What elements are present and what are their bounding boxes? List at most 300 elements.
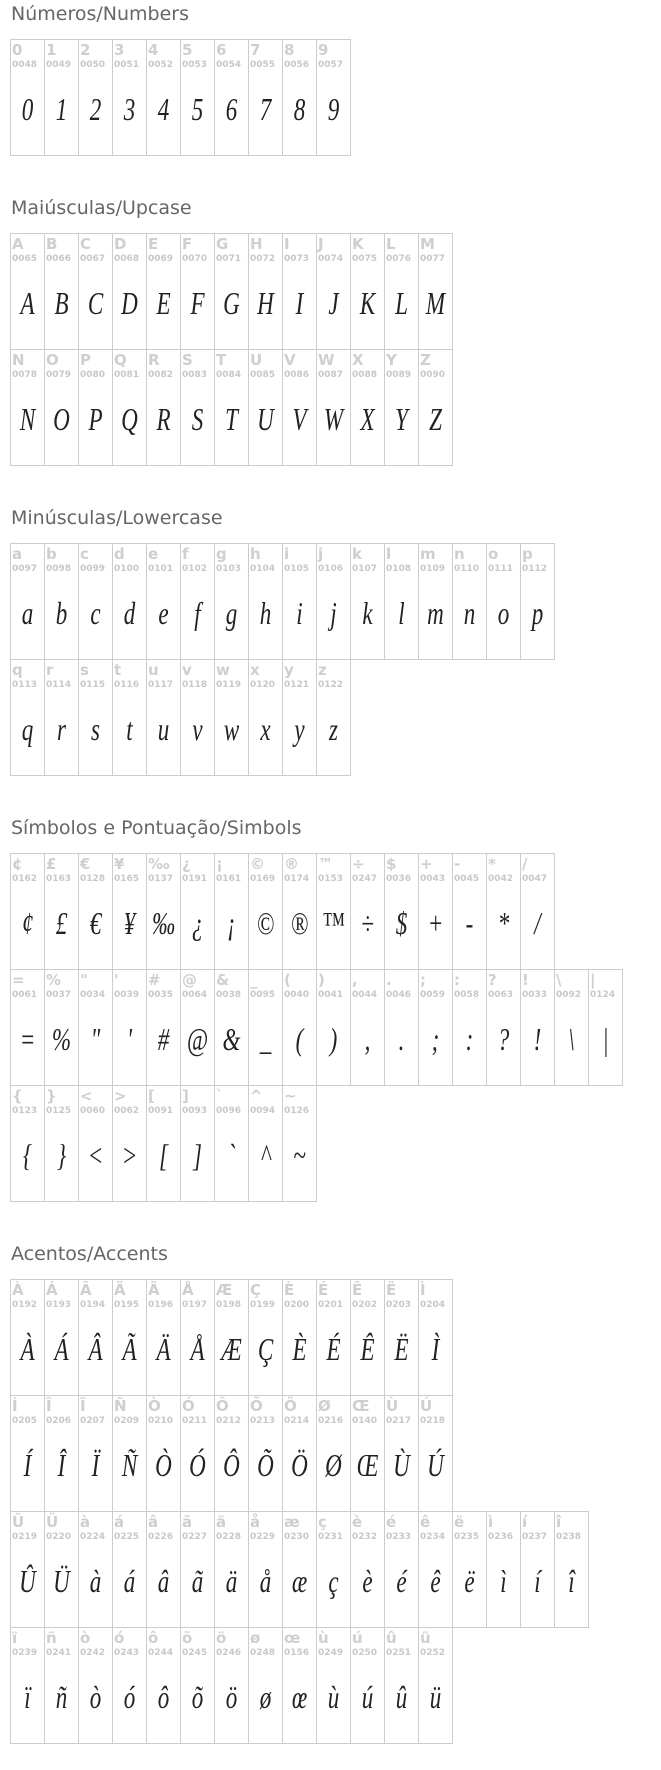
- glyph-character-label: f: [182, 545, 189, 563]
- glyph-preview: d: [123, 595, 136, 631]
- glyph-code: 0080: [80, 370, 106, 380]
- glyph-code: 0088: [352, 370, 378, 380]
- glyph-code: 0126: [284, 1106, 310, 1116]
- glyph-character-label: Ò: [148, 1397, 161, 1415]
- glyph-code: 0192: [12, 1300, 38, 1310]
- glyph-preview: k: [362, 595, 373, 631]
- glyph-cell: [10, 1085, 45, 1202]
- glyph-preview: Ì: [431, 1331, 440, 1367]
- glyph-character-label: s: [80, 661, 89, 679]
- glyph-character-label: ¡: [216, 855, 223, 873]
- glyph-preview: À: [20, 1331, 35, 1367]
- glyph-preview: e: [158, 595, 169, 631]
- glyph-code: 0202: [352, 1300, 378, 1310]
- glyph-cell: [214, 853, 249, 970]
- glyph-preview: @: [186, 1021, 209, 1057]
- glyph-code: 0102: [182, 564, 208, 574]
- glyph-character-label: e: [148, 545, 159, 563]
- glyph-preview: ^: [260, 1137, 271, 1173]
- glyph-cell: [418, 233, 453, 350]
- glyph-character-label: W: [318, 351, 335, 369]
- glyph-code: 0242: [80, 1648, 106, 1658]
- glyph-code: 0195: [114, 1300, 140, 1310]
- glyph-code: 0156: [284, 1648, 310, 1658]
- glyph-character-label: ô: [148, 1629, 159, 1647]
- glyph-character-label: ": [80, 971, 88, 989]
- glyph-code: 0169: [250, 874, 276, 884]
- glyph-preview: #: [157, 1021, 170, 1057]
- glyph-preview: E: [156, 285, 171, 321]
- glyph-preview: ®: [290, 905, 309, 941]
- glyph-cell: [282, 233, 317, 350]
- glyph-code: 0046: [386, 990, 412, 1000]
- glyph-character-label: 1: [46, 41, 57, 59]
- glyph-character-label: á: [114, 1513, 125, 1531]
- glyph-cell: [10, 659, 45, 776]
- glyph-cell: [316, 1627, 351, 1744]
- glyph-cell: [520, 543, 555, 660]
- glyph-preview: J: [328, 285, 339, 321]
- glyph-preview: U: [257, 401, 274, 437]
- glyph-code: 0213: [250, 1416, 276, 1426]
- glyph-cell: [316, 969, 351, 1086]
- glyph-cell: [384, 543, 419, 660]
- glyph-cell: [146, 1085, 181, 1202]
- glyph-code: 0042: [488, 874, 514, 884]
- glyph-code: 0040: [284, 990, 310, 1000]
- glyph-cell: [554, 969, 589, 1086]
- glyph-code: 0193: [46, 1300, 72, 1310]
- glyph-character-label: À: [12, 1281, 24, 1299]
- glyph-preview: é: [396, 1563, 407, 1599]
- glyph-preview: D: [121, 285, 138, 321]
- glyph-cell: [180, 853, 215, 970]
- glyph-code: 0090: [420, 370, 446, 380]
- glyph-preview: Â: [88, 1331, 103, 1367]
- glyph-code: 0137: [148, 874, 174, 884]
- glyph-code: 0037: [46, 990, 72, 1000]
- glyph-code: 0055: [250, 60, 276, 70]
- glyph-cell: [44, 39, 79, 156]
- glyph-preview: g: [225, 595, 238, 631]
- glyph-character-label: B: [46, 235, 58, 253]
- glyph-character-label: =: [12, 971, 25, 989]
- glyph-cell: [418, 1279, 453, 1396]
- glyph-character-label: #: [148, 971, 161, 989]
- glyph-preview: ;: [431, 1021, 440, 1057]
- glyph-cell: [214, 1085, 249, 1202]
- glyph-code: 0036: [386, 874, 412, 884]
- glyph-character-label: ~: [284, 1087, 297, 1105]
- glyph-code: 0250: [352, 1648, 378, 1658]
- glyph-code: 0096: [216, 1106, 242, 1116]
- glyph-character-label: í: [522, 1513, 528, 1531]
- glyph-row: [10, 853, 661, 970]
- glyph-character-label: û: [386, 1629, 397, 1647]
- glyph-character-label: Í: [12, 1397, 18, 1415]
- glyph-row: [10, 1627, 661, 1744]
- glyph-code: 0103: [216, 564, 242, 574]
- glyph-code: 0153: [318, 874, 344, 884]
- glyph-preview: 9: [327, 91, 340, 127]
- glyph-cell: [282, 969, 317, 1086]
- glyph-character-label: $: [386, 855, 397, 873]
- glyph-character-label: Ú: [420, 1397, 433, 1415]
- glyph-character-label: î: [556, 1513, 562, 1531]
- glyph-code: 0106: [318, 564, 344, 574]
- charset-section: [10, 0, 661, 156]
- glyph-preview: T: [225, 401, 238, 437]
- glyph-cell: [384, 233, 419, 350]
- glyph-cell: [248, 1085, 283, 1202]
- glyph-code: 0123: [12, 1106, 38, 1116]
- glyph-code: 0194: [80, 1300, 106, 1310]
- glyph-cell: [350, 1395, 385, 1512]
- charset-section: [10, 504, 661, 776]
- glyph-preview: È: [292, 1331, 307, 1367]
- glyph-character-label: J: [318, 235, 324, 253]
- glyph-cell: [78, 1511, 113, 1628]
- glyph-code: 0070: [182, 254, 208, 264]
- glyph-character-label: z: [318, 661, 327, 679]
- glyph-character-label: 5: [182, 41, 193, 59]
- glyph-character-label: å: [250, 1513, 261, 1531]
- glyph-cell: [384, 969, 419, 1086]
- glyph-preview: 2: [89, 91, 102, 127]
- glyph-character-label: -: [454, 855, 461, 873]
- glyph-preview: ‰: [151, 905, 176, 941]
- glyph-row: [10, 39, 661, 156]
- glyph-character-label: Ö: [284, 1397, 297, 1415]
- glyph-code: 0062: [114, 1106, 140, 1116]
- glyph-code: 0243: [114, 1648, 140, 1658]
- charset-section: [10, 194, 661, 466]
- glyph-cell: [248, 969, 283, 1086]
- glyph-cell: [588, 969, 623, 1086]
- glyph-preview: á: [123, 1563, 136, 1599]
- glyph-row: [10, 659, 661, 776]
- glyph-preview: ì: [500, 1563, 507, 1599]
- glyph-code: 0165: [114, 874, 140, 884]
- glyph-cell: [78, 659, 113, 776]
- glyph-code: 0056: [284, 60, 310, 70]
- glyph-code: 0211: [182, 1416, 208, 1426]
- glyph-preview: N: [19, 401, 36, 437]
- glyph-character-label: ¥: [114, 855, 125, 873]
- glyph-character-label: <: [80, 1087, 93, 1105]
- glyph-character-label: d: [114, 545, 125, 563]
- glyph-cell: [316, 233, 351, 350]
- glyph-character-label: @: [182, 971, 197, 989]
- glyph-code: 0247: [352, 874, 378, 884]
- glyph-cell: [384, 1279, 419, 1396]
- glyph-character-label: k: [352, 545, 362, 563]
- glyph-preview: 3: [123, 91, 136, 127]
- glyph-cell: [214, 1627, 249, 1744]
- glyph-code: 0201: [318, 1300, 344, 1310]
- glyph-cell: [486, 853, 521, 970]
- glyph-preview: õ: [191, 1679, 204, 1715]
- glyph-code: 0224: [80, 1532, 106, 1542]
- glyph-preview: ~: [293, 1137, 306, 1173]
- glyph-code: 0072: [250, 254, 276, 264]
- glyph-preview: /: [534, 905, 541, 941]
- glyph-character-label: C: [80, 235, 92, 253]
- glyph-cell: [282, 1511, 317, 1628]
- glyph-code: 0092: [556, 990, 582, 1000]
- glyph-preview: j: [330, 595, 337, 631]
- glyph-cell: [452, 543, 487, 660]
- glyph-character-label: ,: [352, 971, 358, 989]
- glyph-preview: å: [259, 1563, 272, 1599]
- glyph-character-label: F: [182, 235, 193, 253]
- glyph-character-label: M: [420, 235, 435, 253]
- glyph-preview: p: [531, 595, 544, 631]
- glyph-character-label: 3: [114, 41, 125, 59]
- glyph-code: 0035: [148, 990, 174, 1000]
- glyph-code: 0079: [46, 370, 72, 380]
- glyph-preview: A: [20, 285, 35, 321]
- glyph-character-label: ç: [318, 1513, 327, 1531]
- glyph-preview: ë: [464, 1563, 475, 1599]
- glyph-code: 0112: [522, 564, 548, 574]
- glyph-cell: [350, 969, 385, 1086]
- glyph-cell: [146, 39, 181, 156]
- glyph-code: 0249: [318, 1648, 344, 1658]
- glyph-preview: 7: [259, 91, 272, 127]
- glyph-preview: Û: [19, 1563, 36, 1599]
- glyph-preview: >: [121, 1137, 138, 1173]
- glyph-row: [10, 543, 661, 660]
- glyph-preview: ÷: [361, 905, 374, 941]
- glyph-code: 0091: [148, 1106, 174, 1116]
- glyph-character-label: ã: [182, 1513, 193, 1531]
- glyph-preview: F: [190, 285, 205, 321]
- glyph-code: 0210: [148, 1416, 174, 1426]
- glyph-cell: [146, 1279, 181, 1396]
- glyph-preview: `: [227, 1137, 236, 1173]
- glyph-cell: [112, 1395, 147, 1512]
- glyph-preview: ): [329, 1021, 338, 1057]
- glyph-character-label: è: [352, 1513, 363, 1531]
- glyph-preview: m: [427, 595, 444, 631]
- glyph-code: 0094: [250, 1106, 276, 1116]
- glyph-preview: Ä: [156, 1331, 171, 1367]
- glyph-character-label: %: [46, 971, 62, 989]
- glyph-row: [10, 1511, 661, 1628]
- glyph-character-label: ê: [420, 1513, 431, 1531]
- glyph-character-label: /: [522, 855, 528, 873]
- glyph-preview: Q: [121, 401, 138, 437]
- glyph-code: 0191: [182, 874, 208, 884]
- glyph-preview: Ù: [393, 1447, 410, 1483]
- glyph-preview: H: [257, 285, 274, 321]
- glyph-character-label: S: [182, 351, 193, 369]
- glyph-cell: [44, 543, 79, 660]
- glyph-code: 0197: [182, 1300, 208, 1310]
- glyph-cell: [316, 853, 351, 970]
- glyph-preview: ò: [89, 1679, 102, 1715]
- glyph-cell: [486, 1511, 521, 1628]
- glyph-preview: _: [259, 1021, 272, 1057]
- glyph-preview: €: [89, 905, 102, 941]
- glyph-cell: [384, 1511, 419, 1628]
- glyph-character-label: Ì: [420, 1281, 426, 1299]
- glyph-character-label: ú: [352, 1629, 363, 1647]
- glyph-preview: æ: [291, 1563, 308, 1599]
- glyph-cell: [418, 853, 453, 970]
- glyph-cell: [44, 659, 79, 776]
- glyph-character-label: æ: [284, 1513, 300, 1531]
- glyph-character-label: q: [12, 661, 23, 679]
- glyph-cell: [180, 1395, 215, 1512]
- glyph-code: 0064: [182, 990, 208, 1000]
- glyph-character-label: (: [284, 971, 291, 989]
- glyph-code: 0214: [284, 1416, 310, 1426]
- glyph-code: 0118: [182, 680, 208, 690]
- glyph-preview: Ø: [325, 1447, 342, 1483]
- glyph-preview: %: [51, 1021, 72, 1057]
- glyph-preview: c: [90, 595, 101, 631]
- glyph-code: 0117: [148, 680, 174, 690]
- glyph-code: 0050: [80, 60, 106, 70]
- glyph-cell: [384, 1395, 419, 1512]
- glyph-cell: [112, 1627, 147, 1744]
- glyph-character-label: ä: [216, 1513, 227, 1531]
- glyph-code: 0234: [420, 1532, 446, 1542]
- glyph-code: 0104: [250, 564, 276, 574]
- glyph-character-label: €: [80, 855, 91, 873]
- glyph-preview: è: [362, 1563, 373, 1599]
- glyph-preview: Œ: [356, 1447, 379, 1483]
- glyph-cell: [180, 39, 215, 156]
- glyph-cell: [486, 969, 521, 1086]
- glyph-preview: Ê: [360, 1331, 375, 1367]
- section-title: Símbolos e Pontuação/Simbols: [11, 817, 302, 839]
- glyph-preview: ': [127, 1021, 132, 1057]
- glyph-character-label: n: [454, 545, 465, 563]
- glyph-cell: [78, 969, 113, 1086]
- glyph-code: 0071: [216, 254, 242, 264]
- glyph-cell: [350, 349, 385, 466]
- glyph-code: 0124: [590, 990, 616, 1000]
- glyph-cell: [282, 659, 317, 776]
- glyph-character-label: }: [46, 1087, 57, 1105]
- glyph-code: 0238: [556, 1532, 582, 1542]
- glyph-character-label: ]: [182, 1087, 189, 1105]
- glyph-cell: [44, 1395, 79, 1512]
- glyph-cell: [78, 1085, 113, 1202]
- glyph-preview: Ï: [91, 1447, 100, 1483]
- glyph-code: 0122: [318, 680, 344, 690]
- glyph-cell: [10, 1511, 45, 1628]
- glyph-cell: [78, 1395, 113, 1512]
- glyph-code: 0059: [420, 990, 446, 1000]
- glyph-cell: [486, 543, 521, 660]
- section-title: Maiúsculas/Upcase: [11, 197, 192, 219]
- glyph-cell: [214, 543, 249, 660]
- glyph-character-label: r: [46, 661, 54, 679]
- glyph-preview: q: [21, 711, 34, 747]
- glyph-character-label: y: [284, 661, 294, 679]
- glyph-cell: [452, 969, 487, 1086]
- glyph-preview: C: [87, 285, 104, 321]
- glyph-cell: [452, 1511, 487, 1628]
- glyph-cell: [78, 349, 113, 466]
- glyph-code: 0047: [522, 874, 548, 884]
- glyph-character-label: b: [46, 545, 57, 563]
- glyph-character-label: Å: [182, 1281, 194, 1299]
- glyph-preview: t: [126, 711, 133, 747]
- glyph-code: 0216: [318, 1416, 344, 1426]
- glyph-preview: S: [191, 401, 204, 437]
- glyph-preview: u: [157, 711, 170, 747]
- glyph-row: [10, 233, 661, 350]
- glyph-code: 0114: [46, 680, 72, 690]
- glyph-character-label: `: [216, 1087, 224, 1105]
- glyph-preview: R: [156, 401, 171, 437]
- glyph-preview: Ú: [427, 1447, 444, 1483]
- glyph-preview: h: [259, 595, 272, 631]
- glyph-code: 0245: [182, 1648, 208, 1658]
- glyph-character-label: 0: [12, 41, 23, 59]
- glyph-code: 0113: [12, 680, 38, 690]
- glyph-preview: V: [292, 401, 307, 437]
- glyph-code: 0251: [386, 1648, 412, 1658]
- glyph-code: 0246: [216, 1648, 242, 1658]
- glyph-preview: :: [465, 1021, 474, 1057]
- glyph-cell: [214, 969, 249, 1086]
- glyph-preview: b: [55, 595, 68, 631]
- glyph-preview: ,: [364, 1021, 371, 1057]
- glyph-preview: [: [159, 1137, 168, 1173]
- glyph-cell: [112, 1085, 147, 1202]
- glyph-cell: [418, 543, 453, 660]
- glyph-code: 0110: [454, 564, 480, 574]
- glyph-character-label: &: [216, 971, 230, 989]
- section-title: Números/Numbers: [11, 3, 189, 25]
- glyph-cell: [146, 349, 181, 466]
- glyph-cell: [282, 1279, 317, 1396]
- glyph-preview: -: [465, 905, 474, 941]
- glyph-code: 0239: [12, 1648, 38, 1658]
- glyph-character-label: Y: [386, 351, 397, 369]
- glyph-cell: [180, 969, 215, 1086]
- glyph-preview: v: [192, 711, 203, 747]
- glyph-character-label: u: [148, 661, 159, 679]
- glyph-code: 0212: [216, 1416, 242, 1426]
- glyph-cell: [350, 1627, 385, 1744]
- glyph-cell: [282, 349, 317, 466]
- glyph-cell: [112, 853, 147, 970]
- glyph-character-label: {: [12, 1087, 23, 1105]
- glyph-cell: [418, 349, 453, 466]
- glyph-preview: O: [53, 401, 70, 437]
- glyph-code: 0066: [46, 254, 72, 264]
- glyph-code: 0199: [250, 1300, 276, 1310]
- glyph-code: 0086: [284, 370, 310, 380]
- glyph-character-label: Ù: [386, 1397, 399, 1415]
- glyph-cell: [112, 1279, 147, 1396]
- glyph-code: 0053: [182, 60, 208, 70]
- glyph-code: 0233: [386, 1532, 412, 1542]
- glyph-code: 0217: [386, 1416, 412, 1426]
- glyph-cell: [112, 543, 147, 660]
- glyph-code: 0125: [46, 1106, 72, 1116]
- glyph-character-label: I: [284, 235, 290, 253]
- glyph-character-label: g: [216, 545, 227, 563]
- glyph-character-label: Ä: [148, 1281, 160, 1299]
